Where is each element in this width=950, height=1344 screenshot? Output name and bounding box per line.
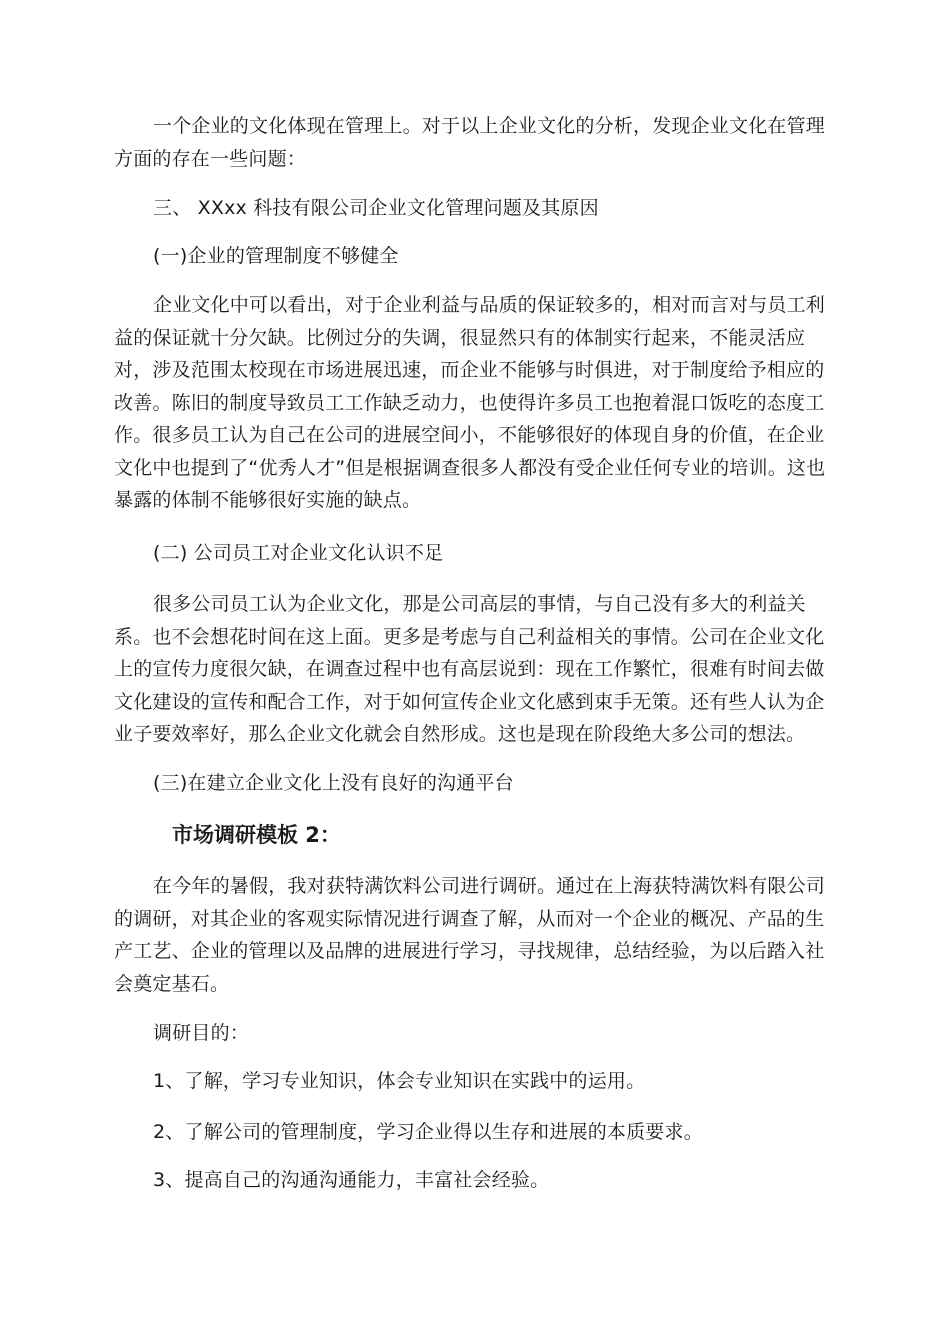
subsection-two-body: 很多公司员工认为企业文化，那是公司高层的事情，与自己没有多大的利益关系。也不会想花时间在这上面。更多是考虑与自己利益相关的事情。公司在企业文化上的宣传力度很欠缺，在调查过程中也有高层说到：现在工作繁忙，很难有时间去做文化建设的宣传和配合工作，对于如何宣传企业文化感到束手无策。还有些人认为企业子要效率好，那么企业文化就会自然形成。这也是现在阶段绝大多公司的想法。: [114, 593, 825, 745]
purpose-item: 3、提高自己的沟通沟通能力，丰富社会经验。: [153, 1169, 550, 1191]
section-three-heading: 三、 XXxx 科技有限公司企业文化管理问题及其原因: [153, 197, 599, 219]
template-two-intro: 在今年的暑假，我对获特满饮料公司进行调研。通过在上海获特满饮料有限公司的调研，对其企业的客观实际情况进行调查了解，从而对一个企业的概况、产品的生产工艺、企业的管理以及品牌的进展进行学习，寻找规律，总结经验，为以后踏入社会奠定基石。: [114, 875, 826, 995]
subsection-three-heading: (三)在建立企业文化上没有良好的沟通平台: [153, 772, 514, 794]
purpose-item: 2、了解公司的管理制度，学习企业得以生存和进展的本质要求。: [153, 1121, 703, 1143]
intro-paragraph: 一个企业的文化体现在管理上。对于以上企业文化的分析，发现企业文化在管理方面的存在一些问题：: [114, 115, 826, 170]
purpose-label: 调研目的：: [153, 1022, 250, 1044]
template-two-title: 市场调研模板 2：: [172, 823, 341, 847]
subsection-one-heading: (一)企业的管理制度不够健全: [153, 245, 399, 267]
subsection-two-heading: (二) 公司员工对企业文化认识不足: [153, 542, 444, 564]
subsection-one-body: 企业文化中可以看出，对于企业利益与品质的保证较多的，相对而言对与员工利益的保证就十分欠缺。比例过分的失调，很显然只有的体制实行起来，不能灵活应对，涉及范围太校现在市场进展迅速，而企业不能够与时俱进，对于制度给予相应的改善。陈旧的制度导致员工工作缺乏动力，也使得许多员工也抱着混口饭吃的态度工作。很多员工认为自己在公司的进展空间小，不能够很好的体现自身的价值，在企业文化中也提到了“优秀人才”但是根据调查很多人都没有受企业任何专业的培训。这也暴露的体制不能够很好实施的缺点。: [114, 294, 826, 511]
purpose-item: 1、了解，学习专业知识，体会专业知识在实践中的运用。: [153, 1070, 646, 1092]
